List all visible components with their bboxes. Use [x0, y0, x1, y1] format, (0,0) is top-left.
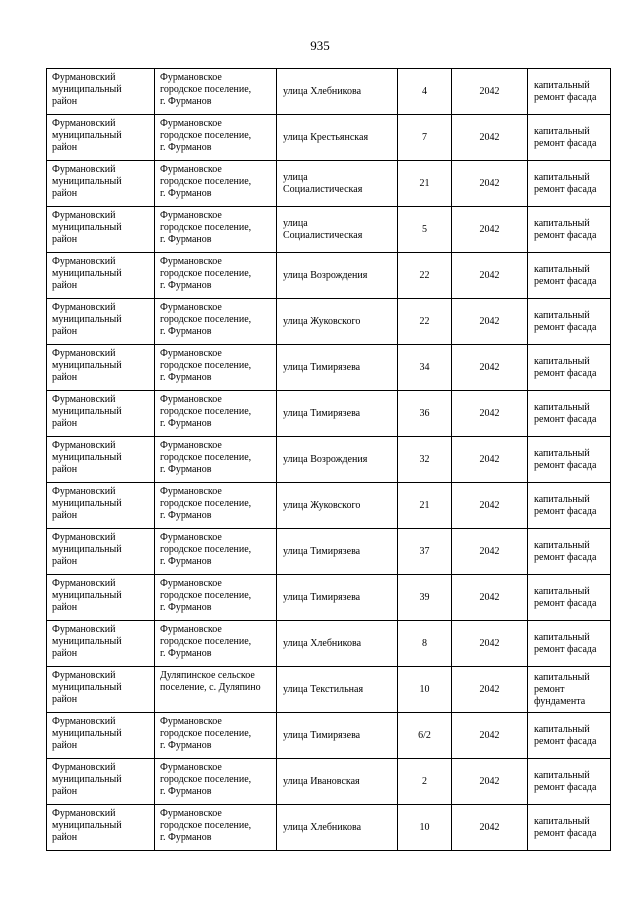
house-number-cell: 21: [398, 161, 452, 207]
year-cell: 2042: [452, 713, 528, 759]
table-row: [47, 161, 611, 207]
table-row: [47, 621, 611, 667]
year-cell: 2042: [452, 299, 528, 345]
street-cell: улица Хлебникова: [277, 805, 398, 851]
table-row: [47, 483, 611, 529]
street-cell: улица Жуковского: [277, 483, 398, 529]
table-row: [47, 713, 611, 759]
year-cell: 2042: [452, 115, 528, 161]
settlement-cell: Фурмановское городское поселение, г. Фурманов: [155, 253, 277, 299]
district-cell: Фурмановский муниципальный район: [47, 115, 155, 161]
settlement-cell: Фурмановское городское поселение, г. Фурманов: [155, 805, 277, 851]
work-type-cell: капитальный ремонт фундамента: [528, 667, 611, 713]
table-row: [47, 299, 611, 345]
settlement-cell: Фурмановское городское поселение, г. Фурманов: [155, 713, 277, 759]
work-type-cell: капитальный ремонт фасада: [528, 437, 611, 483]
settlement-cell: Фурмановское городское поселение, г. Фурманов: [155, 483, 277, 529]
year-cell: 2042: [452, 437, 528, 483]
district-cell: Фурмановский муниципальный район: [47, 667, 155, 713]
work-type-cell: капитальный ремонт фасада: [528, 299, 611, 345]
house-number-cell: 2: [398, 759, 452, 805]
street-cell: улица Хлебникова: [277, 69, 398, 115]
house-number-cell: 36: [398, 391, 452, 437]
table-row: [47, 207, 611, 253]
district-cell: Фурмановский муниципальный район: [47, 345, 155, 391]
year-cell: 2042: [452, 621, 528, 667]
year-cell: 2042: [452, 391, 528, 437]
work-type-cell: капитальный ремонт фасада: [528, 161, 611, 207]
table-row: [47, 69, 611, 115]
settlement-cell: Фурмановское городское поселение, г. Фурманов: [155, 759, 277, 805]
district-cell: Фурмановский муниципальный район: [47, 207, 155, 253]
settlement-cell: Фурмановское городское поселение, г. Фурманов: [155, 69, 277, 115]
year-cell: 2042: [452, 161, 528, 207]
table-row: [47, 253, 611, 299]
settlement-cell: Фурмановское городское поселение, г. Фурманов: [155, 529, 277, 575]
settlement-cell: Фурмановское городское поселение, г. Фурманов: [155, 161, 277, 207]
repair-schedule-table: [46, 68, 611, 851]
settlement-cell: Фурмановское городское поселение, г. Фурманов: [155, 437, 277, 483]
work-type-cell: капитальный ремонт фасада: [528, 529, 611, 575]
table-row: [47, 529, 611, 575]
settlement-cell: Фурмановское городское поселение, г. Фурманов: [155, 345, 277, 391]
house-number-cell: 5: [398, 207, 452, 253]
house-number-cell: 4: [398, 69, 452, 115]
street-cell: улица Жуковского: [277, 299, 398, 345]
house-number-cell: 10: [398, 805, 452, 851]
year-cell: 2042: [452, 759, 528, 805]
district-cell: Фурмановский муниципальный район: [47, 483, 155, 529]
settlement-cell: Фурмановское городское поселение, г. Фурманов: [155, 575, 277, 621]
street-cell: улица Крестьянская: [277, 115, 398, 161]
work-type-cell: капитальный ремонт фасада: [528, 115, 611, 161]
work-type-cell: капитальный ремонт фасада: [528, 483, 611, 529]
district-cell: Фурмановский муниципальный район: [47, 575, 155, 621]
year-cell: 2042: [452, 253, 528, 299]
year-cell: 2042: [452, 207, 528, 253]
street-cell: улица Тимирязева: [277, 391, 398, 437]
table-row: [47, 667, 611, 713]
work-type-cell: капитальный ремонт фасада: [528, 345, 611, 391]
table-row: [47, 575, 611, 621]
street-cell: улица Тимирязева: [277, 575, 398, 621]
district-cell: Фурмановский муниципальный район: [47, 759, 155, 805]
settlement-cell: Фурмановское городское поселение, г. Фурманов: [155, 207, 277, 253]
work-type-cell: капитальный ремонт фасада: [528, 805, 611, 851]
street-cell: улица Ивановская: [277, 759, 398, 805]
year-cell: 2042: [452, 805, 528, 851]
district-cell: Фурмановский муниципальный район: [47, 69, 155, 115]
street-cell: улица Текстильная: [277, 667, 398, 713]
year-cell: 2042: [452, 345, 528, 391]
street-cell: улица Тимирязева: [277, 345, 398, 391]
table-body: [47, 69, 611, 851]
house-number-cell: 8: [398, 621, 452, 667]
work-type-cell: капитальный ремонт фасада: [528, 207, 611, 253]
table-row: [47, 345, 611, 391]
work-type-cell: капитальный ремонт фасада: [528, 713, 611, 759]
house-number-cell: 7: [398, 115, 452, 161]
street-cell: улица Социалистическая: [277, 161, 398, 207]
work-type-cell: капитальный ремонт фасада: [528, 575, 611, 621]
district-cell: Фурмановский муниципальный район: [47, 391, 155, 437]
district-cell: Фурмановский муниципальный район: [47, 805, 155, 851]
work-type-cell: капитальный ремонт фасада: [528, 621, 611, 667]
district-cell: Фурмановский муниципальный район: [47, 161, 155, 207]
settlement-cell: Фурмановское городское поселение, г. Фурманов: [155, 299, 277, 345]
table-row: [47, 437, 611, 483]
house-number-cell: 39: [398, 575, 452, 621]
district-cell: Фурмановский муниципальный район: [47, 437, 155, 483]
work-type-cell: капитальный ремонт фасада: [528, 759, 611, 805]
work-type-cell: капитальный ремонт фасада: [528, 253, 611, 299]
street-cell: улица Тимирязева: [277, 713, 398, 759]
year-cell: 2042: [452, 483, 528, 529]
house-number-cell: 21: [398, 483, 452, 529]
settlement-cell: Дуляпинское сельское поселение, с. Дуляпино: [155, 667, 277, 713]
table-row: [47, 115, 611, 161]
year-cell: 2042: [452, 575, 528, 621]
house-number-cell: 10: [398, 667, 452, 713]
settlement-cell: Фурмановское городское поселение, г. Фурманов: [155, 115, 277, 161]
settlement-cell: Фурмановское городское поселение, г. Фурманов: [155, 391, 277, 437]
table-row: [47, 805, 611, 851]
house-number-cell: 34: [398, 345, 452, 391]
street-cell: улица Хлебникова: [277, 621, 398, 667]
house-number-cell: 37: [398, 529, 452, 575]
street-cell: улица Социалистическая: [277, 207, 398, 253]
settlement-cell: Фурмановское городское поселение, г. Фурманов: [155, 621, 277, 667]
street-cell: улица Возрождения: [277, 437, 398, 483]
house-number-cell: 32: [398, 437, 452, 483]
district-cell: Фурмановский муниципальный район: [47, 713, 155, 759]
year-cell: 2042: [452, 69, 528, 115]
district-cell: Фурмановский муниципальный район: [47, 621, 155, 667]
year-cell: 2042: [452, 529, 528, 575]
page-number: 935: [310, 38, 330, 53]
street-cell: улица Возрождения: [277, 253, 398, 299]
street-cell: улица Тимирязева: [277, 529, 398, 575]
house-number-cell: 22: [398, 253, 452, 299]
work-type-cell: капитальный ремонт фасада: [528, 69, 611, 115]
house-number-cell: 6/2: [398, 713, 452, 759]
district-cell: Фурмановский муниципальный район: [47, 299, 155, 345]
district-cell: Фурмановский муниципальный район: [47, 529, 155, 575]
year-cell: 2042: [452, 667, 528, 713]
table-row: [47, 391, 611, 437]
work-type-cell: капитальный ремонт фасада: [528, 391, 611, 437]
table-row: [47, 759, 611, 805]
district-cell: Фурмановский муниципальный район: [47, 253, 155, 299]
house-number-cell: 22: [398, 299, 452, 345]
